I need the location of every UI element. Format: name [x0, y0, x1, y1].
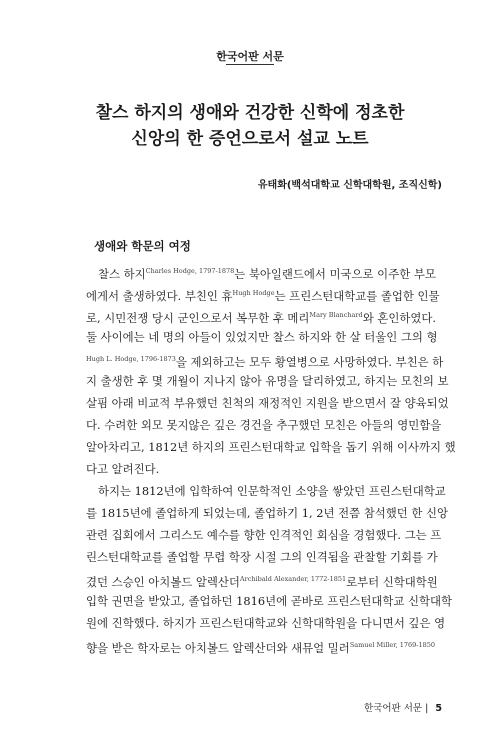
- header-rule: [226, 64, 274, 65]
- text-line: 입학 권면을 받았고, 졸업하던 1816년에 곧바로 프린스턴대학교 신학대학: [86, 594, 453, 608]
- section-heading: 생애와 학문의 여정: [94, 239, 191, 253]
- footnote-sup: Hugh L. Hodge, 1796-1873: [86, 355, 176, 363]
- paragraph-1: [86, 260, 456, 480]
- text-line: [86, 282, 440, 304]
- footnote-sup: Archibald Alexander, 1772-1851: [239, 575, 347, 583]
- footnote-sup: Hugh Hodge: [232, 289, 275, 297]
- paragraph-2: [86, 480, 453, 656]
- text-line: [86, 260, 436, 282]
- text-run: 는 북아일랜드에서 미국으로 이주한 부모: [234, 267, 436, 281]
- text-run: 에게서 출생하였다. 부친인 휴: [86, 289, 233, 303]
- page-footer: [364, 700, 442, 714]
- author-credit: 유태화(백석대학교 신학대학원, 조직신학): [257, 180, 442, 191]
- running-header: 한국어판 서문: [216, 50, 284, 63]
- text-run: 로부터 신학대학원: [346, 575, 438, 589]
- text-run: 향을 받은 학자로는 아치볼드 알렉산더와 새뮤얼 밀러: [86, 641, 350, 655]
- text-line: [86, 568, 438, 590]
- text-line: 린스턴대학교를 졸업할 무렵 학장 시절 그의 인격됨을 관찰할 기회를 가: [86, 550, 438, 564]
- text-line: 원에 진학했다. 하지가 프린스턴대학교와 신학대학원을 다니면서 깊은 영: [86, 616, 446, 630]
- footnote-sup: Mary Blanchard: [309, 311, 363, 319]
- text-line: [86, 348, 444, 370]
- text-line: 둘 사이에는 네 명의 아들이 있었지만 찰스 하지와 한 살 터울인 그의 형: [86, 330, 438, 344]
- footnote-sup: Charles Hodge, 1797-1878: [145, 267, 235, 275]
- text-line: 하지는 1812년에 입학하여 인문학적인 소양을 쌓았던 프린스턴대학교: [98, 484, 446, 498]
- title-line-1: 찰스 하지의 생애와 건강한 신학에 정초한: [95, 103, 405, 123]
- text-line: [86, 304, 436, 326]
- text-run: 찰스 하지: [98, 267, 146, 281]
- page-number: 5: [435, 703, 442, 714]
- text-line: 지 출생한 후 몇 개월이 지나지 않아 유명을 달리하였고, 하지는 모친의 보: [86, 374, 449, 388]
- text-line: 다. 수려한 외모 못지않은 깊은 경건을 추구했던 모친은 아들의 영민함을: [86, 418, 442, 432]
- footer-label: 한국어판 서문: [364, 703, 423, 714]
- page-title: [0, 100, 500, 152]
- text-line: [86, 634, 436, 656]
- text-line: 살핌 아래 비교적 부유했던 친척의 재정적인 지원을 받으면서 잘 양육되었: [86, 396, 449, 410]
- text-line: 알아차리고, 1812년 하지의 프린스턴대학교 입학을 돕기 위해 이사까지 했: [86, 440, 456, 454]
- text-run: 로, 시민전쟁 당시 군인으로서 복무한 후 메리: [86, 311, 310, 325]
- text-run: 와 혼인하였다.: [362, 311, 436, 325]
- text-run: 는 프린스턴대학교를 졸업한 인물: [274, 289, 440, 303]
- footnote-sup: Samuel Miller, 1769-1850: [349, 641, 436, 649]
- text-line: 다고 알려진다.: [86, 462, 160, 476]
- text-line: 관련 집회에서 그리스도 예수를 향한 인격적인 회심을 경험했다. 그는 프: [86, 528, 442, 542]
- title-line-2: 신앙의 한 증언으로서 설교 노트: [131, 129, 369, 149]
- text-run: 을 제외하고는 모두 황열병으로 사망하였다. 부친은 하: [175, 355, 444, 369]
- text-run: 겼던 스승인 아치볼드 알렉산더: [86, 575, 240, 589]
- text-line: 를 1815년에 졸업하게 되었는데, 졸업하기 1, 2년 전쯤 참석했던 한 신앙: [86, 506, 449, 520]
- footer-separator: |: [425, 703, 429, 714]
